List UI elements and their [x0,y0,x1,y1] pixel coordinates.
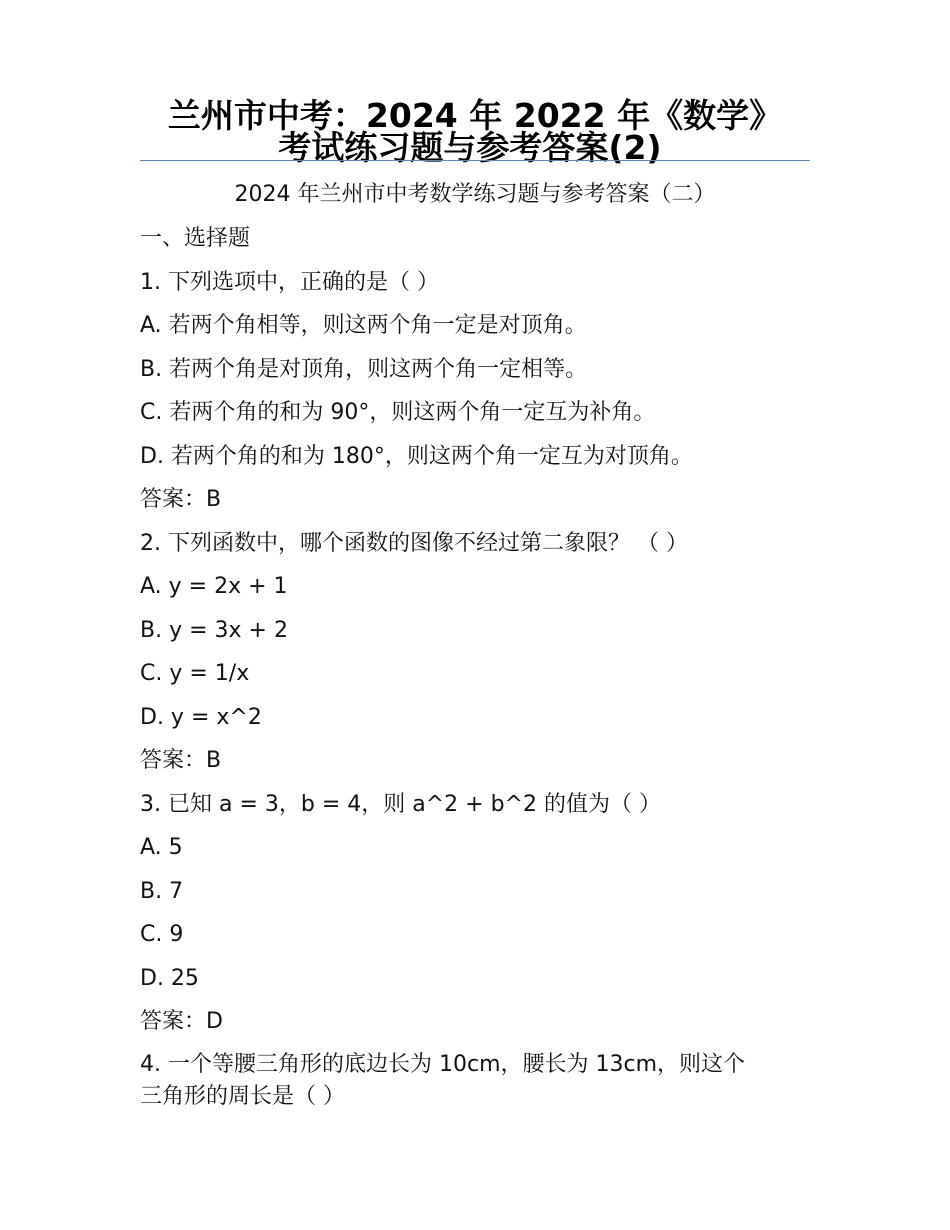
question-1-option-a: A. 若两个角相等，则这两个角一定是对顶角。 [140,313,587,338]
question-1-answer: 答案：B [140,487,222,512]
question-1-stem: 1. 下列选项中，正确的是（ ） [140,269,439,295]
question-list [140,222,820,1049]
question-3-option-d: D. 25 [140,965,199,991]
document-title [140,96,810,167]
title-line-2: 考试练习题与参考答案(2) [278,128,662,167]
question-4-stem [140,1049,820,1113]
question-1-option-d: D. 若两个角的和为 180°，则这两个角一定互为对顶角。 [140,443,693,469]
title-divider [140,160,810,161]
question-4-stem-line-1: 4. 一个等腰三角形的底边长为 10cm，腰长为 13cm，则这个 [140,1052,746,1077]
question-3-stem: 3. 已知 a = 3，b = 4，则 a^2 + b^2 的值为（ ） [140,791,661,817]
question-1-option-b: B. 若两个角是对顶角，则这两个角一定相等。 [140,356,588,382]
question-2-stem: 2. 下列函数中，哪个函数的图像不经过第二象限？ （ ） [140,530,688,556]
question-3-answer: 答案：D [140,1009,223,1034]
question-2-option-a: A. y = 2x + 1 [140,574,288,599]
question-2-option-c: C. y = 1/x [140,661,250,686]
question-2-option-d: D. y = x^2 [140,704,262,730]
question-2-answer: 答案：B [140,748,222,773]
question-3-option-a: A. 5 [140,835,183,860]
question-3-option-b: B. 7 [140,878,184,904]
question-4-stem-line-2: 三角形的周长是（ ） [140,1084,345,1109]
question-2-option-b: B. y = 3x + 2 [140,617,288,643]
question-1-option-c: C. 若两个角的和为 90°，则这两个角一定互为补角。 [140,400,656,425]
question-3-option-c: C. 9 [140,922,184,947]
document-subtitle: 2024 年兰州市中考数学练习题与参考答案（二） [234,182,716,207]
title-line-1: 兰州市中考：2024 年 2022 年《数学》 [167,96,783,135]
section-heading: 一、选择题 [140,226,251,251]
